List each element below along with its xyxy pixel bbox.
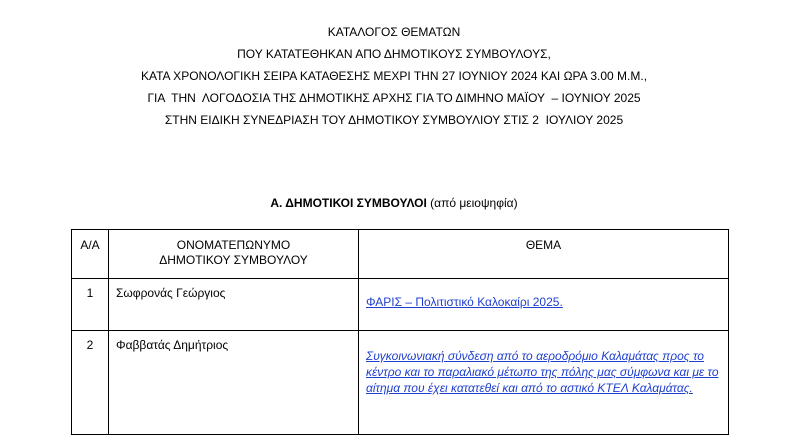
section-title-note: (από μειοψηφία) xyxy=(426,196,518,210)
row-1-name-cell xyxy=(109,279,359,331)
header-line-5: ΣΤΗΝ ΕΙΔΙΚΗ ΣΥΝΕΔΡΙΑΣΗ ΤΟΥ ΔΗΜΟΤΙΚΟΥ ΣΥΜΒΟΥΛΙΟΥ ΣΤΙΣ 2 ΙΟΥΛΙΟΥ 2025 xyxy=(164,113,624,127)
row-1-councillor-name: Σωφρονάς Γεώργιος xyxy=(116,286,226,300)
topics-table xyxy=(71,229,729,435)
header-topic-label: ΘΕΜΑ xyxy=(525,238,562,252)
row-1-topic-cell xyxy=(359,279,729,331)
header-aa-label: Α/Α xyxy=(80,238,100,252)
row-2-councillor-name: Φαββατάς Δημήτριος xyxy=(116,338,229,352)
header-name-line-2: ΔΗΜΟΤΙΚΟΥ ΣΥΜΒΟΥΛΟΥ xyxy=(159,253,308,267)
header-line-1: ΚΑΤΑΛΟΓΟΣ ΘΕΜΑΤΩΝ xyxy=(327,25,461,39)
header-name-label xyxy=(109,230,358,268)
row-2-topic-link[interactable]: Συγκοινωνιακή σύνδεση από το αεροδρόμιο Καλαμάτας προς το κέντρο και το παραλιακό μέτωπο της πόλης μας σύμφωνα και με το αίτημα που έχει κατατεθεί και από το αστικό ΚΤΕΛ Καλαμάτας. xyxy=(366,349,719,395)
section-title-bold: Α. ΔΗΜΟΤΙΚΟΙ ΣΥΜΒΟΥΛΟΙ xyxy=(270,196,427,210)
header-line-3: ΚΑΤΑ ΧΡΟΝΟΛΟΓΙΚΗ ΣΕΙΡΑ ΚΑΤΑΘΕΣΗΣ ΜΕΧΡΙ ΤΗΝ 27 ΙΟΥΝΙΟΥ 2024 ΚΑΙ ΩΡΑ 3.00 Μ.Μ., xyxy=(140,69,648,83)
table-row xyxy=(72,279,729,331)
row-2-aa-cell xyxy=(72,331,109,435)
row-2-number: 2 xyxy=(86,338,94,352)
header-name-line-1: ΟΝΟΜΑΤΕΠΩΝΥΜΟ xyxy=(176,238,291,252)
section-title xyxy=(0,195,788,211)
header-line-4: ΓΙΑ ΤΗΝ ΛΟΓΟΔΟΣΙΑ ΤΗΣ ΔΗΜΟΤΙΚΗΣ ΑΡΧΗΣ ΓΙΑ ΤΟ ΔΙΜΗΝΟ ΜΑΪΟΥ – ΙΟΥΝΙΟΥ 2025 xyxy=(147,91,641,105)
header-line-2: ΠΟΥ ΚΑΤΑΤΕΘΗΚΑΝ ΑΠΟ ΔΗΜΟΤΙΚΟΥΣ ΣΥΜΒΟΥΛΟΥΣ, xyxy=(237,47,551,61)
table-row xyxy=(72,331,729,435)
table-header-row xyxy=(72,230,729,279)
row-2-topic-cell xyxy=(359,331,729,435)
row-1-aa-cell xyxy=(72,279,109,331)
header-cell-aa xyxy=(72,230,109,279)
row-1-topic-link[interactable]: ΦΑΡΙΣ – Πολιτιστικό Καλοκαίρι 2025. xyxy=(366,295,563,309)
header-cell-name xyxy=(109,230,359,279)
row-2-name-cell xyxy=(109,331,359,435)
document-header xyxy=(0,24,788,134)
row-1-number: 1 xyxy=(86,286,94,300)
header-cell-topic xyxy=(359,230,729,279)
